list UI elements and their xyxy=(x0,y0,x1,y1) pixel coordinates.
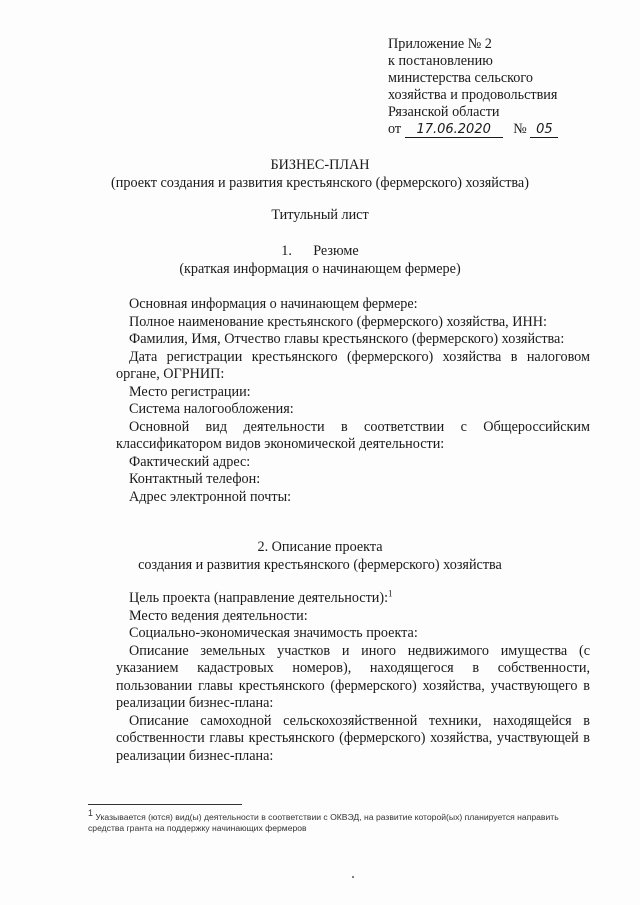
paragraph: Место ведения деятельности: xyxy=(129,607,308,624)
paragraph: Описание земельных участков и иного недвижимого имущества (с указанием кадастровых номеров), находящегося в собственности, пользовании главы крестьянского (фермерского) хозяйства, участвующего в реализации бизнес-плана: xyxy=(116,642,590,711)
paragraph: Основная информация о начинающем фермере: xyxy=(129,296,418,312)
section2-body xyxy=(116,590,590,765)
appendix-line: хозяйства и продовольствия xyxy=(388,87,558,103)
document-subtitle: (проект создания и развития крестьянского (фермерского) хозяйства) xyxy=(111,175,529,191)
paragraph: Контактный телефон: xyxy=(129,471,261,487)
section1-body xyxy=(116,296,590,506)
section2-subheading: создания и развития крестьянского (фермерского) хозяйства xyxy=(138,557,502,573)
appendix-line: к постановлению xyxy=(388,53,493,69)
paragraph: Дата регистрации крестьянского (фермерского) хозяйства в налоговом органе, ОГРНИП: xyxy=(116,348,590,382)
date-prefix: от xyxy=(388,121,402,137)
paragraph-goal xyxy=(116,590,590,608)
paragraph: Фактический адрес: xyxy=(129,453,251,470)
footnote-mark: 1 xyxy=(88,808,94,819)
scan-speck xyxy=(352,876,354,878)
paragraph: Описание самоходной сельскохозяйственной техники, находящейся в собственности главы крестьянского (фермерского) хозяйства, участвующей в реализации бизнес-плана: xyxy=(116,712,590,764)
handwritten-number: 05 xyxy=(530,123,558,138)
document-title: БИЗНЕС-ПЛАН xyxy=(270,157,370,173)
section2-heading: 2. Описание проекта xyxy=(257,539,383,555)
goal-text: Цель проекта (направление деятельности): xyxy=(129,590,389,606)
appendix-block xyxy=(388,36,558,138)
paragraph: Основной вид деятельности в соответствии с Общероссийским классификатором видов экономической деятельности: xyxy=(116,418,590,452)
title-page-label: Титульный лист xyxy=(271,207,369,223)
section1-heading: 1. Резюме xyxy=(281,243,359,259)
paragraph: Социально-экономическая значимость проекта: xyxy=(129,625,418,641)
appendix-date-line xyxy=(388,121,558,138)
appendix-line: министерства сельского xyxy=(388,70,533,86)
footnote-reference: 1 xyxy=(388,588,393,599)
handwritten-date: 17.06.2020 xyxy=(405,123,503,138)
section1-subheading: (краткая информация о начинающем фермере) xyxy=(179,261,461,277)
paragraph: Полное наименование крестьянского (фермерского) хозяйства, ИНН: xyxy=(129,313,547,330)
number-prefix: № xyxy=(513,121,527,137)
footnote-divider xyxy=(88,804,242,805)
footnote xyxy=(88,808,588,834)
paragraph: Адрес электронной почты: xyxy=(129,488,292,505)
paragraph: Фамилия, Имя, Отчество главы крестьянского (фермерского) хозяйства: xyxy=(129,331,565,347)
appendix-line: Рязанской области xyxy=(388,104,500,120)
paragraph: Система налогообложения: xyxy=(129,401,294,417)
appendix-line: Приложение № 2 xyxy=(388,36,492,52)
footnote-text: Указывается (ются) вид(ы) деятельности в соответствии с ОКВЭД, на развитие которой(ых) планируется направить средства гранта на поддержку начинающих фермеров xyxy=(88,812,559,833)
paragraph: Место регистрации: xyxy=(129,383,251,400)
